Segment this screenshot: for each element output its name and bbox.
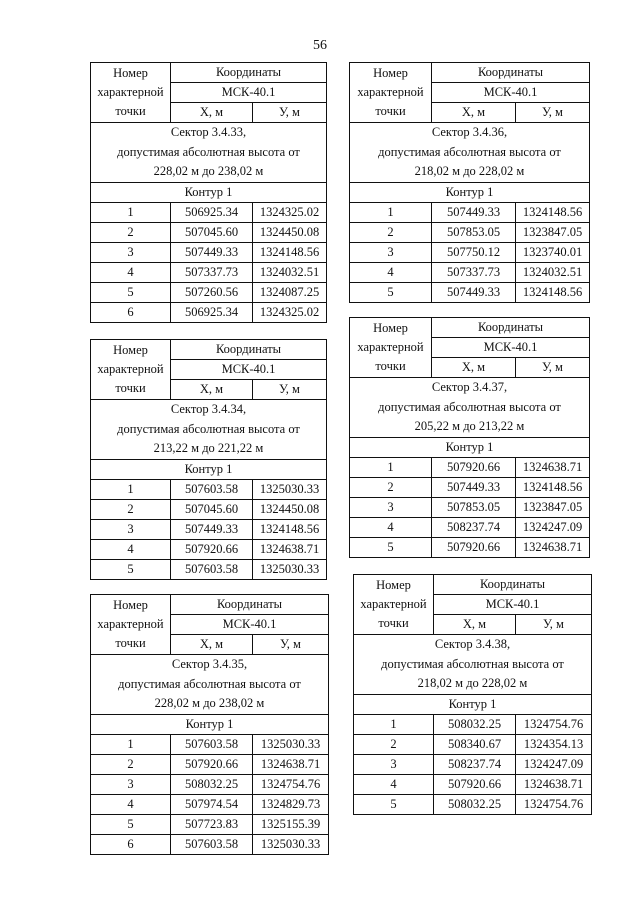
contour-label: Контур 1	[350, 437, 590, 457]
x-column-header: Х, м	[171, 380, 253, 400]
point-number: 2	[91, 499, 171, 519]
coordinate-system: МСК-40.1	[171, 360, 327, 380]
height-range: 228,02 м до 238,02 м	[154, 696, 265, 710]
y-value: 1324754.76	[516, 794, 592, 814]
header-row	[91, 63, 327, 83]
table-row	[350, 497, 590, 517]
height-range: 218,02 м до 228,02 м	[414, 164, 525, 178]
sector-row	[354, 635, 592, 695]
coordinates-header: Координаты	[434, 575, 592, 595]
table-row	[91, 754, 329, 774]
point-number-header: Номер характерной точки	[91, 340, 171, 400]
x-value: 507920.66	[432, 457, 516, 477]
height-label: допустимая абсолютная высота от	[117, 421, 300, 436]
contour-row	[91, 182, 327, 202]
point-number: 5	[350, 282, 432, 302]
sector-title: Сектор 3.4.37,	[431, 380, 508, 394]
height-label: допустимая абсолютная высота от	[378, 399, 561, 414]
y-value: 1325030.33	[253, 834, 329, 854]
point-number: 6	[91, 302, 171, 322]
point-number: 4	[91, 794, 171, 814]
x-value: 508237.74	[434, 754, 516, 774]
page-number: 56	[313, 38, 327, 53]
coordinate-table	[353, 574, 592, 815]
table-row	[350, 202, 590, 222]
x-value: 507603.58	[171, 734, 253, 754]
point-number: 1	[350, 202, 432, 222]
y-value: 1325030.33	[253, 559, 327, 579]
y-value: 1324148.56	[253, 242, 327, 262]
contour-row	[91, 459, 327, 479]
y-value: 1325030.33	[253, 734, 329, 754]
table-row	[91, 559, 327, 579]
table-row	[91, 262, 327, 282]
x-column-header: Х, м	[171, 635, 253, 655]
height-range: 205,22 м до 213,22 м	[414, 419, 525, 433]
y-value: 1324638.71	[516, 774, 592, 794]
x-column-header: Х, м	[171, 103, 253, 123]
point-number: 4	[350, 517, 432, 537]
x-value: 507260.56	[171, 282, 253, 302]
y-value: 1324638.71	[516, 537, 590, 557]
coordinate-system: МСК-40.1	[171, 83, 327, 103]
x-value: 508237.74	[432, 517, 516, 537]
y-value: 1324325.02	[253, 302, 327, 322]
y-column-header: У, м	[253, 380, 327, 400]
x-value: 506925.34	[171, 302, 253, 322]
y-value: 1323847.05	[516, 497, 590, 517]
point-number-header: Номер характерной точки	[354, 575, 434, 635]
header-row	[354, 575, 592, 595]
table-row	[91, 499, 327, 519]
x-column-header: Х, м	[432, 103, 516, 123]
y-value: 1324354.13	[516, 734, 592, 754]
x-value: 507920.66	[432, 537, 516, 557]
x-value: 507449.33	[171, 242, 253, 262]
y-value: 1324754.76	[253, 774, 329, 794]
table-row	[350, 222, 590, 242]
x-value: 507750.12	[432, 242, 516, 262]
contour-label: Контур 1	[354, 694, 592, 714]
y-value: 1324148.56	[516, 202, 590, 222]
coordinates-header: Координаты	[432, 63, 590, 83]
y-column-header: У, м	[516, 103, 590, 123]
point-number: 1	[91, 202, 171, 222]
point-number: 4	[354, 774, 434, 794]
x-value: 507045.60	[171, 499, 253, 519]
point-number: 2	[91, 222, 171, 242]
coordinate-table	[349, 62, 590, 303]
y-value: 1324754.76	[516, 714, 592, 734]
x-value: 507449.33	[432, 202, 516, 222]
table-row	[91, 282, 327, 302]
y-value: 1325030.33	[253, 479, 327, 499]
sector-row	[91, 655, 329, 715]
sector-description	[350, 378, 590, 438]
x-value: 508032.25	[434, 794, 516, 814]
point-number: 5	[91, 282, 171, 302]
point-number: 1	[350, 457, 432, 477]
y-value: 1324148.56	[253, 519, 327, 539]
table-row	[91, 222, 327, 242]
sector-row	[350, 378, 590, 438]
x-value: 507853.05	[432, 497, 516, 517]
table-row	[91, 734, 329, 754]
header-row	[91, 595, 329, 615]
coordinates-header: Координаты	[171, 595, 329, 615]
y-value: 1323740.01	[516, 242, 590, 262]
y-column-header: У, м	[253, 635, 329, 655]
table-row	[350, 242, 590, 262]
header-row	[91, 340, 327, 360]
coordinates-header: Координаты	[432, 318, 590, 338]
y-column-header: У, м	[516, 358, 590, 378]
x-value: 507337.73	[432, 262, 516, 282]
point-number: 5	[91, 814, 171, 834]
y-column-header: У, м	[253, 103, 327, 123]
table-row	[350, 517, 590, 537]
x-value: 507974.54	[171, 794, 253, 814]
point-number-header: Номер характерной точки	[91, 595, 171, 655]
x-value: 507603.58	[171, 834, 253, 854]
table-row	[354, 774, 592, 794]
height-range: 213,22 м до 221,22 м	[153, 441, 264, 455]
point-number: 4	[350, 262, 432, 282]
point-number: 1	[91, 479, 171, 499]
coordinate-system: МСК-40.1	[432, 338, 590, 358]
y-value: 1323847.05	[516, 222, 590, 242]
table-row	[354, 734, 592, 754]
table-row	[91, 479, 327, 499]
coordinate-table	[349, 317, 590, 558]
coordinate-system: МСК-40.1	[434, 595, 592, 615]
y-value: 1324638.71	[516, 457, 590, 477]
height-range: 228,02 м до 238,02 м	[153, 164, 264, 178]
y-value: 1324325.02	[253, 202, 327, 222]
header-row	[350, 63, 590, 83]
table-row	[91, 774, 329, 794]
sector-description	[91, 400, 327, 460]
y-value: 1324450.08	[253, 499, 327, 519]
x-value: 508032.25	[171, 774, 253, 794]
height-label: допустимая абсолютная высота от	[118, 676, 301, 691]
sector-title: Сектор 3.4.38,	[434, 637, 511, 651]
x-value: 507920.66	[171, 754, 253, 774]
x-column-header: Х, м	[434, 615, 516, 635]
x-value: 507603.58	[171, 479, 253, 499]
x-value: 507449.33	[171, 519, 253, 539]
y-value: 1324087.25	[253, 282, 327, 302]
table-row	[91, 302, 327, 322]
table-row	[350, 262, 590, 282]
y-value: 1325155.39	[253, 814, 329, 834]
table-row	[354, 754, 592, 774]
sector-description	[91, 123, 327, 183]
contour-row	[350, 182, 590, 202]
point-number: 6	[91, 834, 171, 854]
point-number: 5	[350, 537, 432, 557]
table-row	[91, 539, 327, 559]
table-row	[350, 477, 590, 497]
point-number: 1	[91, 734, 171, 754]
sector-title: Сектор 3.4.35,	[171, 657, 248, 671]
y-value: 1324638.71	[253, 754, 329, 774]
y-column-header: У, м	[516, 615, 592, 635]
height-label: допустимая абсолютная высота от	[378, 144, 561, 159]
x-value: 507723.83	[171, 814, 253, 834]
sector-title: Сектор 3.4.34,	[170, 402, 247, 416]
y-value: 1324247.09	[516, 754, 592, 774]
x-value: 507853.05	[432, 222, 516, 242]
sector-row	[350, 123, 590, 183]
y-value: 1324829.73	[253, 794, 329, 814]
y-value: 1324148.56	[516, 282, 590, 302]
table-row	[91, 519, 327, 539]
sector-title: Сектор 3.4.36,	[431, 125, 508, 139]
y-value: 1324032.51	[253, 262, 327, 282]
table-row	[354, 794, 592, 814]
contour-row	[354, 694, 592, 714]
sector-description	[350, 123, 590, 183]
coordinate-system: МСК-40.1	[171, 615, 329, 635]
sector-description	[354, 635, 592, 695]
y-value: 1324638.71	[253, 539, 327, 559]
coordinate-table	[90, 594, 329, 855]
contour-label: Контур 1	[91, 459, 327, 479]
table-row	[91, 834, 329, 854]
coordinate-system: МСК-40.1	[432, 83, 590, 103]
table-row	[354, 714, 592, 734]
point-number: 3	[91, 519, 171, 539]
x-value: 507920.66	[434, 774, 516, 794]
x-column-header: Х, м	[432, 358, 516, 378]
x-value: 508032.25	[434, 714, 516, 734]
point-number: 3	[354, 754, 434, 774]
sector-title: Сектор 3.4.33,	[170, 125, 247, 139]
x-value: 507920.66	[171, 539, 253, 559]
coordinate-table	[90, 62, 327, 323]
table-row	[91, 794, 329, 814]
point-number: 1	[354, 714, 434, 734]
point-number: 2	[350, 222, 432, 242]
x-value: 508340.67	[434, 734, 516, 754]
point-number-header: Номер характерной точки	[91, 63, 171, 123]
coordinate-table	[90, 339, 327, 580]
height-range: 218,02 м до 228,02 м	[417, 676, 528, 690]
sector-description	[91, 655, 329, 715]
point-number: 5	[354, 794, 434, 814]
table-row	[350, 282, 590, 302]
contour-label: Контур 1	[91, 714, 329, 734]
point-number: 3	[350, 497, 432, 517]
contour-label: Контур 1	[350, 182, 590, 202]
x-value: 507449.33	[432, 477, 516, 497]
table-row	[91, 202, 327, 222]
contour-row	[350, 437, 590, 457]
height-label: допустимая абсолютная высота от	[117, 144, 300, 159]
y-value: 1324247.09	[516, 517, 590, 537]
x-value: 507337.73	[171, 262, 253, 282]
coordinates-header: Координаты	[171, 63, 327, 83]
point-number: 3	[350, 242, 432, 262]
point-number: 4	[91, 262, 171, 282]
contour-label: Контур 1	[91, 182, 327, 202]
sector-row	[91, 123, 327, 183]
table-row	[350, 537, 590, 557]
contour-row	[91, 714, 329, 734]
table-row	[91, 814, 329, 834]
header-row	[350, 318, 590, 338]
point-number: 2	[350, 477, 432, 497]
table-row	[91, 242, 327, 262]
y-value: 1324148.56	[516, 477, 590, 497]
y-value: 1324450.08	[253, 222, 327, 242]
coordinates-header: Координаты	[171, 340, 327, 360]
point-number-header: Номер характерной точки	[350, 318, 432, 378]
height-label: допустимая абсолютная высота от	[381, 656, 564, 671]
x-value: 507603.58	[171, 559, 253, 579]
point-number: 5	[91, 559, 171, 579]
y-value: 1324032.51	[516, 262, 590, 282]
point-number: 4	[91, 539, 171, 559]
sector-row	[91, 400, 327, 460]
point-number: 2	[354, 734, 434, 754]
point-number-header: Номер характерной точки	[350, 63, 432, 123]
x-value: 507045.60	[171, 222, 253, 242]
point-number: 3	[91, 242, 171, 262]
table-row	[350, 457, 590, 477]
x-value: 506925.34	[171, 202, 253, 222]
point-number: 3	[91, 774, 171, 794]
x-value: 507449.33	[432, 282, 516, 302]
point-number: 2	[91, 754, 171, 774]
